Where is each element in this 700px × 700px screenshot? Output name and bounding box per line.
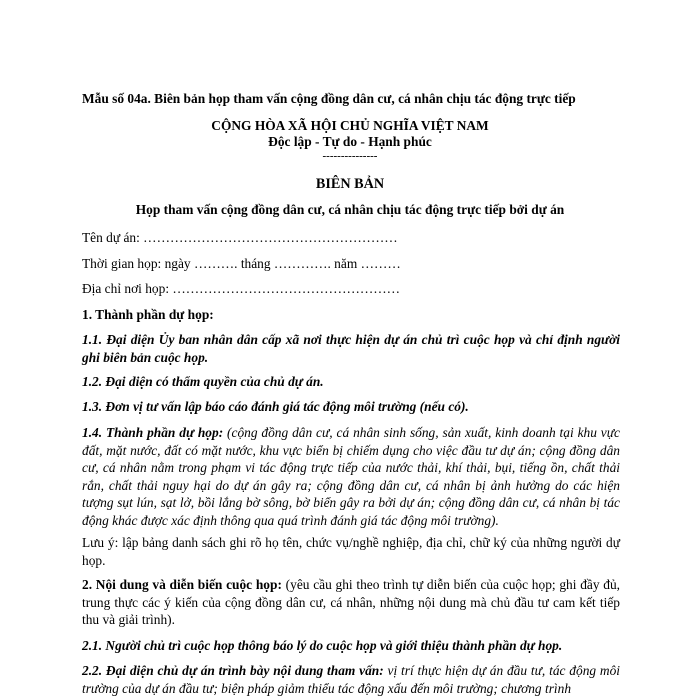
motto: Độc lập - Tự do - Hạnh phúc	[268, 134, 432, 149]
section-2-label: 2. Nội dung và diễn biến cuộc họp:	[82, 577, 282, 592]
item-1-4-label: 1.4. Thành phần dự họp:	[82, 425, 224, 440]
item-2-2-text: vị trí thực hiện dự án đầu tư, tác động môi trường của dự án đầu tư; biện pháp giảm thiểu tác động xấu đến môi trường; chương trình	[82, 663, 620, 696]
form-title: Mẫu số 04a. Biên bản họp tham vấn cộng đồng dân cư, cá nhân chịu tác động trực tiếp	[82, 91, 576, 106]
document-title: BIÊN BẢN	[315, 176, 385, 192]
section-2-heading	[82, 576, 620, 629]
nation-heading: CỘNG HÒA XÃ HỘI CHỦ NGHĨA VIỆT NAM	[211, 118, 489, 133]
item-2-1: 2.1. Người chủ trì cuộc họp thông báo lý do cuộc họp và giới thiệu thành phần dự họp.	[82, 638, 563, 653]
meeting-place-field: Địa chỉ nơi họp: ……………………………………………	[82, 281, 401, 296]
item-1-1: 1.1. Đại diện Ủy ban nhân dân cấp xã nơi thực hiện dự án chủ trì cuộc họp và chỉ định người ghi biên bản cuộc họp.	[82, 332, 620, 365]
section-2-text: (yêu cầu ghi theo trình tự diễn biến của cuộc họp; ghi đầy đủ, trung thực các ý kiến của cộng đồng dân cư, cá nhân, những nội dung mà chủ đầu tư cam kết tiếp thu và giải trình).	[82, 577, 621, 628]
item-2-2	[82, 662, 620, 697]
item-1-3: 1.3. Đơn vị tư vấn lập báo cáo đánh giá tác động môi trường (nếu có).	[82, 399, 469, 414]
item-2-2-label: 2.2. Đại diện chủ dự án trình bày nội dung tham vấn:	[82, 663, 384, 678]
header-divider: ---------------	[322, 150, 378, 162]
project-name-field: Tên dự án: …………………………………………………	[82, 230, 398, 245]
section-1-heading: 1. Thành phần dự họp:	[82, 307, 214, 322]
item-1-4	[82, 424, 620, 530]
document-subtitle: Họp tham vấn cộng đồng dân cư, cá nhân chịu tác động trực tiếp bởi dự án	[135, 202, 565, 217]
item-1-4-text: (cộng đồng dân cư, cá nhân sinh sống, sản xuất, kinh doanh tại khu vực đất, mặt nước, đất có mặt nước, khu vực biển bị chiếm dụng cho việc đầu tư dự án; cộng đồng dân cư, cá nhân nằm trong phạm vi tác động trực tiếp của nước thải, khí thải, bụi, tiếng ồn, chất thải rắn, chất thải nguy hại do dự án gây ra; cộng đồng dân cư, cá nhân bị ảnh hưởng do các hiện tượng sụt lún, sạt lở, bồi lắng bờ sông, bờ biển gây ra bởi dự án; cộng đồng dân cư, cá nhân bị tác động khác được xác định thông qua quá trình đánh giá tác động môi trường).	[82, 425, 620, 528]
meeting-time-field: Thời gian họp: ngày ………. tháng …………. năm ………	[82, 256, 401, 271]
item-1-2: 1.2. Đại diện có thẩm quyền của chủ dự án.	[82, 374, 324, 389]
attendance-note: Lưu ý: lập bảng danh sách ghi rõ họ tên, chức vụ/nghề nghiệp, địa chỉ, chữ ký của những người dự họp.	[82, 535, 620, 568]
